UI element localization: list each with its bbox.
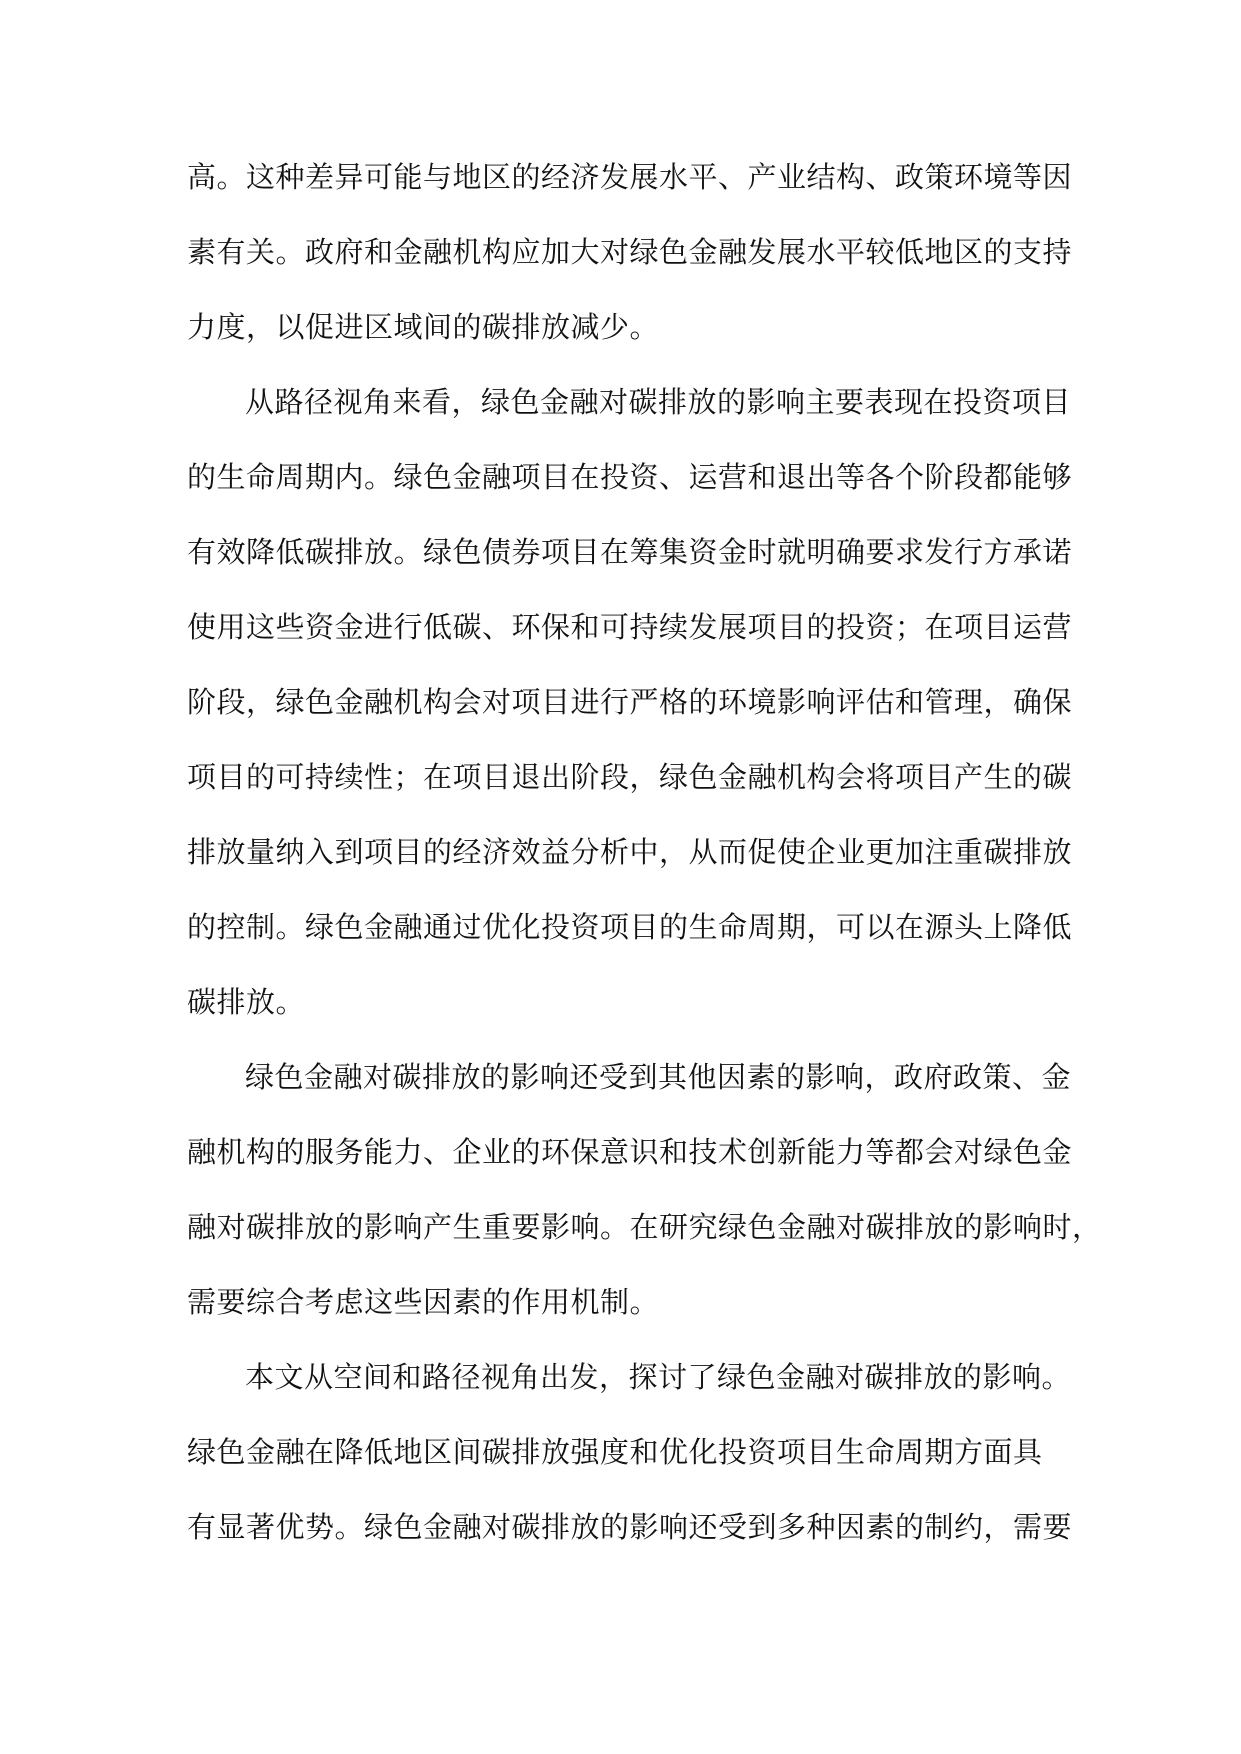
paragraph-start-line: 本文从空间和路径视角出发，探讨了绿色金融对碳排放的影响。: [245, 1360, 1072, 1394]
text-line: 项目的可持续性；在项目退出阶段，绿色金融机构会将项目产生的碳: [187, 760, 1073, 794]
text-line: 排放量纳入到项目的经济效益分析中，从而促使企业更加注重碳排放: [187, 835, 1073, 869]
text-line: 有效降低碳排放。绿色债券项目在筹集资金时就明确要求发行方承诺: [187, 535, 1073, 569]
text-line: 有显著优势。绿色金融对碳排放的影响还受到多种因素的制约，需要: [187, 1510, 1073, 1544]
text-line: 的控制。绿色金融通过优化投资项目的生命周期，可以在源头上降低: [187, 910, 1073, 944]
paragraph-start-line: 绿色金融对碳排放的影响还受到其他因素的影响，政府政策、金: [245, 1060, 1072, 1094]
text-line: 的生命周期内。绿色金融项目在投资、运营和退出等各个阶段都能够: [187, 460, 1073, 494]
paragraph-start-line: 从路径视角来看，绿色金融对碳排放的影响主要表现在投资项目: [245, 385, 1072, 419]
text-line: 碳排放。: [187, 985, 306, 1019]
text-line: 素有关。政府和金融机构应加大对绿色金融发展水平较低地区的支持: [187, 235, 1073, 269]
text-line: 阶段，绿色金融机构会对项目进行严格的环境影响评估和管理，确保: [187, 685, 1073, 719]
text-line: 需要综合考虑这些因素的作用机制。: [187, 1285, 660, 1319]
text-line: 绿色金融在降低地区间碳排放强度和优化投资项目生命周期方面具: [187, 1435, 1043, 1469]
text-line: 融机构的服务能力、企业的环保意识和技术创新能力等都会对绿色金: [187, 1135, 1073, 1169]
body-text: [187, 140, 1102, 1565]
text-line: 融对碳排放的影响产生重要影响。在研究绿色金融对碳排放的影响时，: [187, 1210, 1102, 1244]
text-line: 力度，以促进区域间的碳排放减少。: [187, 310, 660, 344]
text-line: 高。这种差异可能与地区的经济发展水平、产业结构、政策环境等因: [187, 160, 1073, 194]
text-line: 使用这些资金进行低碳、环保和可持续发展项目的投资；在项目运营: [187, 610, 1073, 644]
